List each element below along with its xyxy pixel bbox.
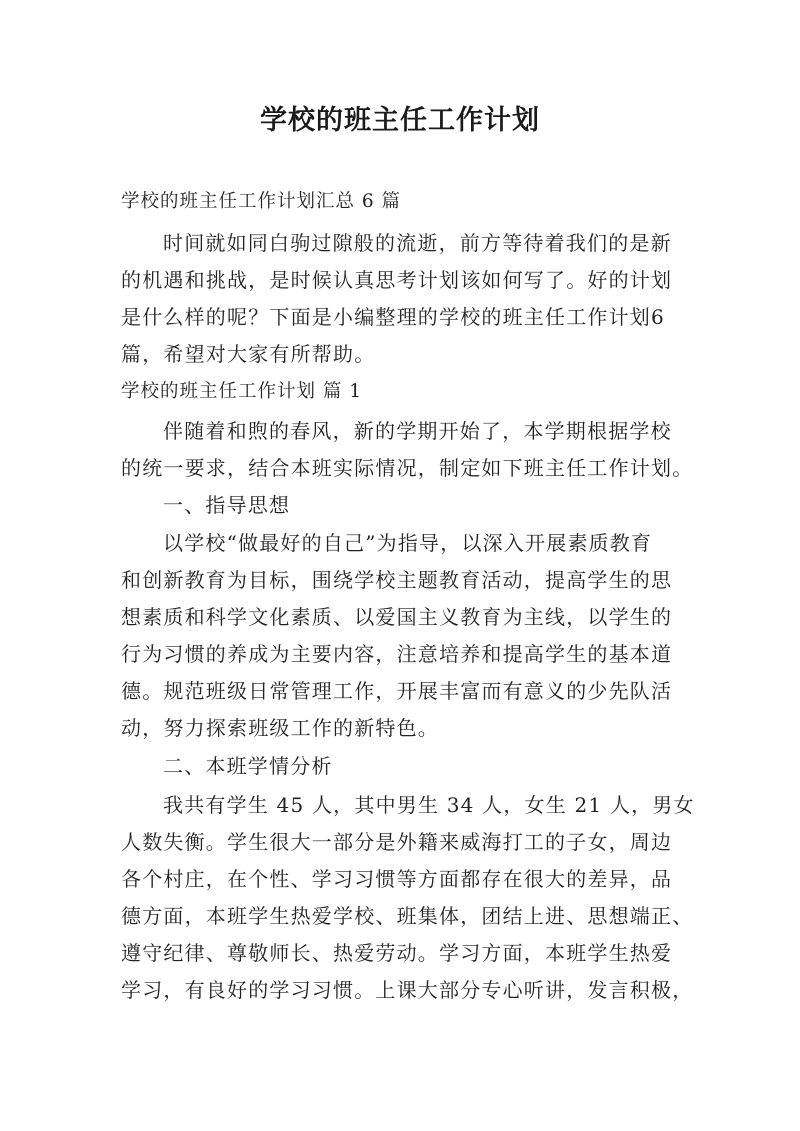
- paragraph-line: 德。规范班级日常管理工作，开展丰富而有意义的少先队活: [121, 679, 673, 703]
- document-title: 学校的班主任工作计划: [260, 105, 540, 136]
- paragraph-line: 我共有学生 45 人，其中男生 34 人，女生 21 人，男女: [163, 793, 695, 817]
- intro-paragraph-line: 的机遇和挑战，是时候认真思考计划该如何写了。好的计划: [121, 268, 673, 292]
- paragraph-line: 的统一要求，结合本班实际情况，制定如下班主任工作计划。: [121, 456, 694, 480]
- heading-class-analysis: 二、本班学情分析: [163, 754, 333, 778]
- summary-heading: 学校的班主任工作计划汇总 6 篇: [121, 191, 402, 212]
- intro-paragraph-line: 是什么样的呢？下面是小编整理的学校的班主任工作计划6: [121, 305, 665, 329]
- paragraph-line: 和创新教育为目标，围绕学校主题教育活动，提高学生的思: [121, 568, 673, 592]
- paragraph-line: 德方面，本班学生热爱学校、班集体，团结上进、思想端正、: [121, 904, 694, 928]
- paragraph-line: 伴随着和煦的春风，新的学期开始了，本学期根据学校: [163, 419, 672, 443]
- paragraph-line: 人数失衡。学生很大一部分是外籍来威海打工的子女，周边: [121, 830, 673, 854]
- paragraph-line: 各个村庄，在个性、学习习惯等方面都存在很大的差异，品: [121, 867, 673, 891]
- paragraph-line: 以学校“做最好的自己”为指导，以深入开展素质教育: [163, 531, 653, 555]
- paragraph-line: 动，努力探索班级工作的新特色。: [121, 716, 439, 740]
- intro-paragraph-line: 篇，希望对大家有所帮助。: [121, 342, 376, 366]
- paragraph-line: 想素质和科学文化素质、以爱国主义教育为主线，以学生的: [121, 605, 673, 629]
- paragraph-line: 行为习惯的养成为主要内容，注意培养和提高学生的基本道: [121, 642, 673, 666]
- paragraph-line: 遵守纪律、尊敬师长、热爱劳动。学习方面，本班学生热爱: [121, 941, 673, 965]
- intro-paragraph-line: 时间就如同白驹过隙般的流逝，前方等待着我们的是新: [163, 231, 672, 255]
- section-heading-part1: 学校的班主任工作计划 篇 1: [121, 381, 363, 402]
- heading-guiding-ideology: 一、指导思想: [163, 493, 291, 517]
- paragraph-line: 学习，有良好的学习习惯。上课大部分专心听讲，发言积极，: [121, 978, 694, 1002]
